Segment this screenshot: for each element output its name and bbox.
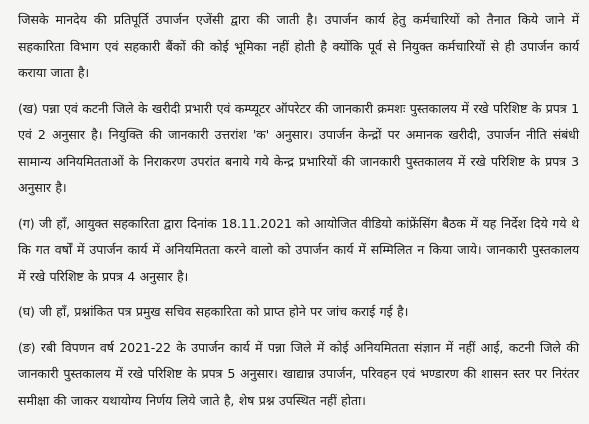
paragraph-gap: [18, 290, 579, 299]
paragraph-gap: [18, 326, 579, 335]
paragraph-ga: (ग) जी हाँ, आयुक्त सहकारिता द्वारा दिनांक 18.11.2021 को आयोजित वीडियो कांफ्रेंसिंग बैठक में यह निर्देश दिये गये थे कि गत वर्षों में उपार्जन कार्य में अनियमितता करने वालो को उपार्जन कार्य में सम्मिलित न किया जाये। जानकारी पुस्तकालय में रखे परिशिष्ट के प्रपत्र 4 अनुसार है।: [18, 215, 579, 284]
paragraph-nga: (ङ) रबी विपणन वर्ष 2021-22 के उपार्जन कार्य में पन्ना जिले में कोई अनियमितता संज्ञान में नहीं आई, कटनी जिले की जानकारी पुस्तकालय में रखे परिशिष्ट के प्रपत्र 5 अनुसार। खाद्यान्न उपार्जन, परिवहन एवं भण्डारण की शासन स्तर पर निरंतर समीक्षा की जाकर यथायोग्य निर्णय लिये जाते है, शेष प्रश्न उपस्थित नहीं होता।: [18, 339, 579, 408]
paragraph-gap: [18, 202, 579, 211]
paragraph-kha: (ख) पन्ना एवं कटनी जिले के खरीदी प्रभारी एवं कम्प्यूटर ऑपरेटर की जानकारी क्रमशः पुस्तकालय में रखे परिशिष्ट के प्रपत्र 1 एवं 2 अनुसार है। नियुक्ति की जानकारी उत्तरांश 'क' अनुसार। उपार्जन केन्द्रों पर अमानक खरीदी, उपार्जन नीति संबंधी सामान्य अनियमितताओं के निराकरण उपरांत बनाये गये केन्द्र प्रभारियों की जानकारी पुस्तकालय में रखे परिशिष्ट के प्रपत्र 3 अनुसार है।: [18, 100, 579, 195]
paragraph-gha: (घ) जी हाँ, प्रश्नांकित पत्र प्रमुख सचिव सहकारिता को प्राप्त होने पर जांच कराई गई है।: [18, 304, 409, 319]
paragraph-continuation: जिसके मानदेय की प्रतिपूर्ति उपार्जन एजेंसी द्वारा की जाती है। उपार्जन कार्य हेतु कर्मचारियों को तैनात किये जाने में सहकारिता विभाग एवं सहकारी बैंकों की कोई भूमिका नहीं होती है क्योंकि पूर्व से नियुक्त कर्मचारियों से ही उपार्जन कार्य कराया जाता है।: [18, 12, 579, 80]
paragraph-gap: [18, 87, 579, 96]
